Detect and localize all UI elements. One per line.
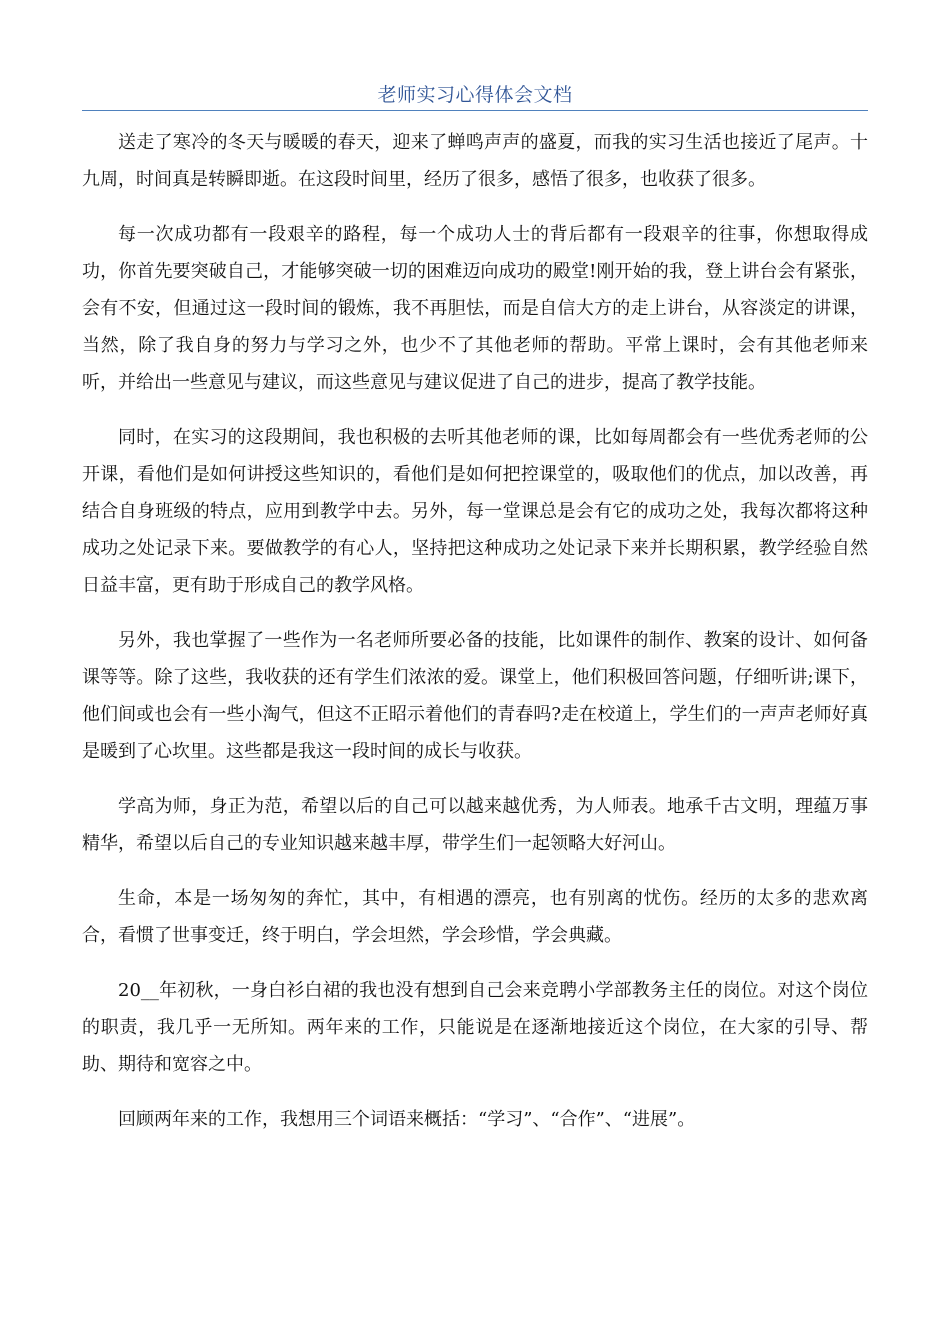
- paragraph-6: 生命，本是一场匆匆的奔忙，其中，有相遇的漂亮，也有别离的忧伤。经历的太多的悲欢离合，看惯了世事变迁，终于明白，学会坦然，学会珍惜，学会典藏。: [82, 888, 868, 946]
- document-title: 老师实习心得体会文档: [377, 84, 573, 106]
- paragraph-4: 另外，我也掌握了一些作为一名老师所要必备的技能，比如课件的制作、教案的设计、如何备课等等。除了这些，我收获的还有学生们浓浓的爱。课堂上，他们积极回答问题，仔细听讲;课下，他们间或也会有一些小淘气，但这不正昭示着他们的青春吗?走在校道上，学生们的一声声老师好真是暖到了心坎里。这些都是我这一段时间的成长与收获。: [82, 630, 868, 762]
- paragraph-8: 回顾两年来的工作，我想用三个词语来概括：“学习”、“合作”、“进展”。: [118, 1109, 696, 1130]
- document-header: [82, 80, 868, 111]
- paragraph-7: 20__年初秋，一身白衫白裙的我也没有想到自己会来竞聘小学部教务主任的岗位。对这个岗位的职责，我几乎一无所知。两年来的工作，只能说是在逐渐地接近这个岗位，在大家的引导、帮助、期待和宽容之中。: [82, 980, 868, 1075]
- document-body: [82, 124, 868, 1156]
- paragraph-5: 学高为师，身正为范，希望以后的自己可以越来越优秀，为人师表。地承千古文明，理蕴万事精华，希望以后自己的专业知识越来越丰厚，带学生们一起领略大好河山。: [82, 796, 868, 854]
- paragraph-2: 每一次成功都有一段艰辛的路程，每一个成功人士的背后都有一段艰辛的往事，你想取得成功，你首先要突破自己，才能够突破一切的困难迈向成功的殿堂!刚开始的我，登上讲台会有紧张，会有不安，但通过这一段时间的锻炼，我不再胆怯，而是自信大方的走上讲台，从容淡定的讲课，当然，除了我自身的努力与学习之外，也少不了其他老师的帮助。平常上课时，会有其他老师来听，并给出一些意见与建议，而这些意见与建议促进了自己的进步，提高了教学技能。: [82, 224, 868, 393]
- paragraph-3: 同时，在实习的这段期间，我也积极的去听其他老师的课，比如每周都会有一些优秀老师的公开课，看他们是如何讲授这些知识的，看他们是如何把控课堂的，吸取他们的优点，加以改善，再结合自身班级的特点，应用到教学中去。另外，每一堂课总是会有它的成功之处，我每次都将这种成功之处记录下来。要做教学的有心人，坚持把这种成功之处记录下来并长期积累，教学经验自然日益丰富，更有助于形成自己的教学风格。: [82, 427, 868, 596]
- paragraph-1: 送走了寒冷的冬天与暖暖的春天，迎来了蝉鸣声声的盛夏，而我的实习生活也接近了尾声。十九周，时间真是转瞬即逝。在这段时间里，经历了很多，感悟了很多，也收获了很多。: [82, 132, 868, 190]
